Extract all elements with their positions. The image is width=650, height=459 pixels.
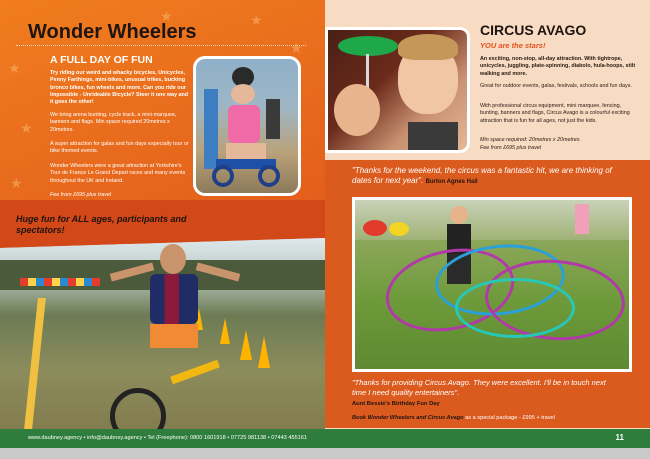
testimonial-2-quote: "Thanks for providing Circus Avago. They were excellent. I'll be in touch next time I need quality entertainers". (352, 378, 606, 398)
plate-spinning-photo (325, 27, 470, 153)
wonder-wheelers-title: Wonder Wheelers (28, 21, 197, 43)
banner-flag (204, 89, 218, 169)
circus-avago-subtitle: YOU are the stars! (480, 41, 546, 50)
circus-avago-fee: Fee from £695 plus travel (480, 145, 542, 151)
wonder-wheelers-fee: Fee from £695 plus travel (50, 192, 112, 198)
boy-hair (398, 34, 458, 60)
traffic-cone (240, 330, 252, 360)
background-person (266, 99, 280, 139)
wonder-wheelers-tagline: Huge fun for ALL ages, participants and spectators! (16, 214, 187, 236)
star-decoration: ★ (20, 120, 33, 136)
star-decoration: ★ (8, 60, 21, 76)
yellow-flag (22, 298, 46, 448)
girl-on-trike-photo (193, 56, 301, 196)
boy-face (450, 206, 468, 224)
girl-legs (226, 143, 266, 159)
title-divider (16, 45, 306, 46)
bike-frame (170, 360, 220, 385)
boy-shorts (150, 324, 198, 348)
star-decoration: ★ (160, 8, 173, 24)
traffic-cone (220, 318, 230, 344)
circus-avago-space: Min space required: 20metres x 20metres. (480, 137, 581, 143)
girl-face (231, 84, 255, 104)
footer-contact: www.daubney.agency • info@daubney.agency • Tel (Freephone): 0800 1601918 • 07725 981138 • 07443 455161 (28, 435, 308, 441)
traffic-cone (258, 336, 270, 368)
boy-on-bike-photo (0, 238, 325, 459)
trike-wheel (212, 165, 234, 187)
page-number: 11 (615, 433, 624, 442)
page-edge (0, 448, 650, 459)
star-decoration: ★ (10, 175, 23, 191)
footer-bar (0, 429, 650, 448)
testimonial-1-quote: "Thanks for the weekend, the circus was a fantastic hit, we are thinking of dates for next year". (352, 166, 612, 186)
boy-face (160, 244, 186, 274)
wonder-wheelers-intro: Try riding our weird and whacky bicycles, Unicycles, Penny Farthings, mini-bikes, unusual trikes, bucking bronco bikes, fun wheels and more. Can you ride our Impossible - Unrideable Bicycle? Steer it one way and it goes the other! (50, 70, 189, 106)
special-package-prefix: Book Wonder Wheelers and Circus Avago (352, 415, 464, 421)
special-package (352, 415, 555, 421)
wonder-wheelers-para2: We bring arena bunting, cycle track, a mini-marquee, banners and flags. Min space required 20metres x 20metres. (50, 112, 177, 133)
background-person (575, 204, 589, 234)
girl-pink-top (228, 105, 260, 143)
hula-hoop (455, 278, 575, 338)
testimonial-1-source: Burton Agnes Hall (425, 179, 478, 186)
boy-jersey (150, 274, 198, 324)
special-package-suffix: as a special package - £995 + travel (465, 415, 555, 421)
star-decoration: ★ (290, 40, 303, 56)
bunting (20, 278, 100, 286)
wonder-wheelers-para3: A super attraction for galas and fun days especially tour or bike themed events. (50, 141, 189, 155)
right-page (325, 0, 650, 459)
circus-avago-para2: Great for outdoor events, galas, festivals, schools and fun days. (480, 83, 632, 89)
star-decoration: ★ (250, 12, 263, 28)
circus-avago-para3: With professional circus equipment, mini marquee, fencing, bunting, banners and flags, Circus Avago is a colourful exciting attraction that is fun for all ages, not just the kids. (480, 103, 630, 124)
hula-hoop-photo (352, 197, 632, 372)
circus-avago-intro: An exciting, non-stop, all-day attraction. With tightrope, unicycles, juggling, plate-spinning, diabolo, hula-hoops, stilt walking and more. (480, 56, 636, 77)
boy-shirt (408, 122, 458, 152)
wonder-wheelers-para4: Wonder Wheelers were a great attraction at Yorkshire's Tour de France Le Grand Depart races and many events throughout the UK and Ireland. (50, 163, 186, 184)
child-face (334, 84, 380, 136)
yellow-equipment (389, 222, 409, 236)
testimonial-2-source: Aunt Bessie's Birthday Fun Day (352, 401, 440, 407)
trike-wheel (258, 165, 280, 187)
testimonial-1 (352, 166, 632, 187)
red-equipment (363, 220, 387, 236)
wonder-wheelers-subtitle: A FULL DAY OF FUN (50, 54, 153, 66)
circus-avago-title: CIRCUS AVAGO (480, 22, 587, 38)
spinning-plate (338, 36, 398, 56)
